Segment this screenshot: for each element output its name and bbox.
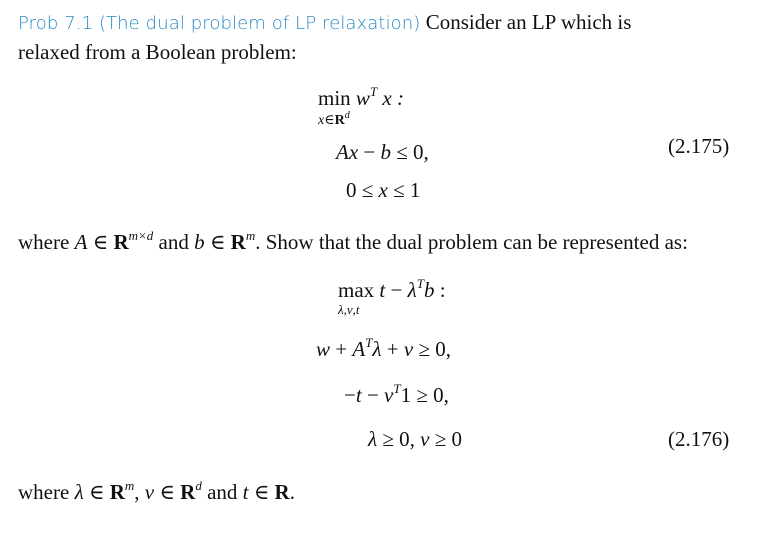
problem-intro-a: Consider an LP which is bbox=[425, 10, 632, 34]
primal-sub-x: x bbox=[318, 113, 325, 128]
primal-constraint-2 bbox=[346, 178, 420, 203]
middle-R1: R bbox=[113, 230, 129, 254]
middle-where: where bbox=[18, 230, 75, 254]
primal-c1-b: b bbox=[380, 140, 391, 164]
middle-A: A bbox=[74, 230, 88, 254]
primal-c1-Ax: Ax bbox=[336, 140, 359, 164]
dual-c2-end: 1 ≥ 0, bbox=[400, 383, 449, 407]
problem-label: Prob 7.1 (The dual problem of LP relaxation) bbox=[18, 13, 421, 34]
final-R3: R bbox=[274, 480, 290, 504]
middle-in2: ∈ bbox=[204, 230, 231, 254]
dual-c1-end: ≥ 0, bbox=[413, 337, 451, 361]
dual-T: T bbox=[416, 276, 424, 291]
final-nu: ν bbox=[144, 480, 155, 504]
dual-c1-plus2: + bbox=[381, 337, 404, 361]
middle-rest: . Show that the dual problem can be represented as: bbox=[255, 230, 688, 254]
dual-c2-minus2: − bbox=[361, 383, 385, 407]
dual-c3-nu: ν bbox=[420, 427, 430, 451]
final-sentence bbox=[18, 480, 295, 505]
primal-c2-x: x bbox=[378, 178, 388, 202]
dual-c1-w: w bbox=[316, 337, 331, 361]
final-end: . bbox=[289, 480, 295, 504]
final-in3: ∈ bbox=[248, 480, 275, 504]
primal-constraint-1 bbox=[336, 140, 429, 165]
dual-c1-T: T bbox=[365, 335, 373, 350]
dual-c3-end: ≥ 0 bbox=[429, 427, 462, 451]
dual-c1-plus1: + bbox=[330, 337, 353, 361]
middle-R2: R bbox=[230, 230, 246, 254]
primal-objective bbox=[318, 86, 404, 111]
dual-c1-A: A bbox=[352, 337, 366, 361]
primal-sub-R: R bbox=[334, 113, 345, 128]
dual-c2-T: T bbox=[393, 381, 401, 396]
dual-b: b bbox=[423, 278, 435, 302]
middle-sup2: m bbox=[245, 228, 256, 243]
middle-sup1: m×d bbox=[128, 228, 154, 243]
primal-c2-pre: 0 ≤ bbox=[346, 178, 379, 202]
dual-constraint-2 bbox=[344, 383, 449, 408]
problem-intro-b: relaxed from a Boolean problem: bbox=[18, 40, 297, 64]
final-in2: ∈ bbox=[154, 480, 181, 504]
primal-c1-minus: − bbox=[358, 140, 381, 164]
final-R1: R bbox=[109, 480, 125, 504]
dual-c2-t: t bbox=[355, 383, 362, 407]
dual-colon: : bbox=[434, 278, 446, 302]
final-R2: R bbox=[180, 480, 196, 504]
primal-c1-end: ≤ 0, bbox=[391, 140, 429, 164]
dual-minus: − bbox=[385, 278, 408, 302]
primal-min: min bbox=[318, 86, 351, 110]
dual-constraint-3 bbox=[368, 427, 462, 452]
primal-sub-d: d bbox=[344, 110, 350, 121]
dual-t: t bbox=[379, 278, 386, 302]
dual-c1-lambda: λ bbox=[372, 337, 382, 361]
dual-subscript: λ,ν,t bbox=[338, 302, 360, 317]
primal-c2-post: ≤ 1 bbox=[387, 178, 421, 202]
dual-max: max bbox=[338, 278, 375, 302]
dual-c1-nu: ν bbox=[403, 337, 414, 361]
primal-sub-in: ∈ bbox=[324, 113, 335, 128]
final-where: where bbox=[18, 480, 75, 504]
dual-constraint-1 bbox=[316, 337, 451, 362]
final-and: and bbox=[201, 480, 243, 504]
final-t: t bbox=[242, 480, 249, 504]
dual-c2-minus: − bbox=[344, 383, 356, 407]
primal-subscript bbox=[318, 112, 350, 129]
primal-w: w bbox=[355, 86, 370, 110]
primal-T: T bbox=[369, 84, 378, 99]
final-sup2: d bbox=[195, 478, 202, 493]
middle-b: b bbox=[194, 230, 205, 254]
middle-in1: ∈ bbox=[87, 230, 114, 254]
middle-sentence bbox=[18, 230, 688, 255]
final-comma1: , bbox=[134, 480, 145, 504]
dual-objective bbox=[338, 278, 446, 303]
dual-c2-nu: ν bbox=[384, 383, 394, 407]
dual-lambda: λ bbox=[407, 278, 417, 302]
final-sup1: m bbox=[124, 478, 135, 493]
primal-x: x : bbox=[382, 86, 404, 110]
equation-number-2176: (2.176) bbox=[668, 427, 730, 451]
equation-number-2175: (2.175) bbox=[668, 134, 730, 158]
middle-and: and bbox=[153, 230, 195, 254]
problem-heading bbox=[18, 10, 631, 35]
final-in1: ∈ bbox=[83, 480, 110, 504]
final-lambda: λ bbox=[74, 480, 84, 504]
dual-c3-lambda: λ bbox=[368, 427, 378, 451]
dual-c3-mid: ≥ 0, bbox=[377, 427, 421, 451]
